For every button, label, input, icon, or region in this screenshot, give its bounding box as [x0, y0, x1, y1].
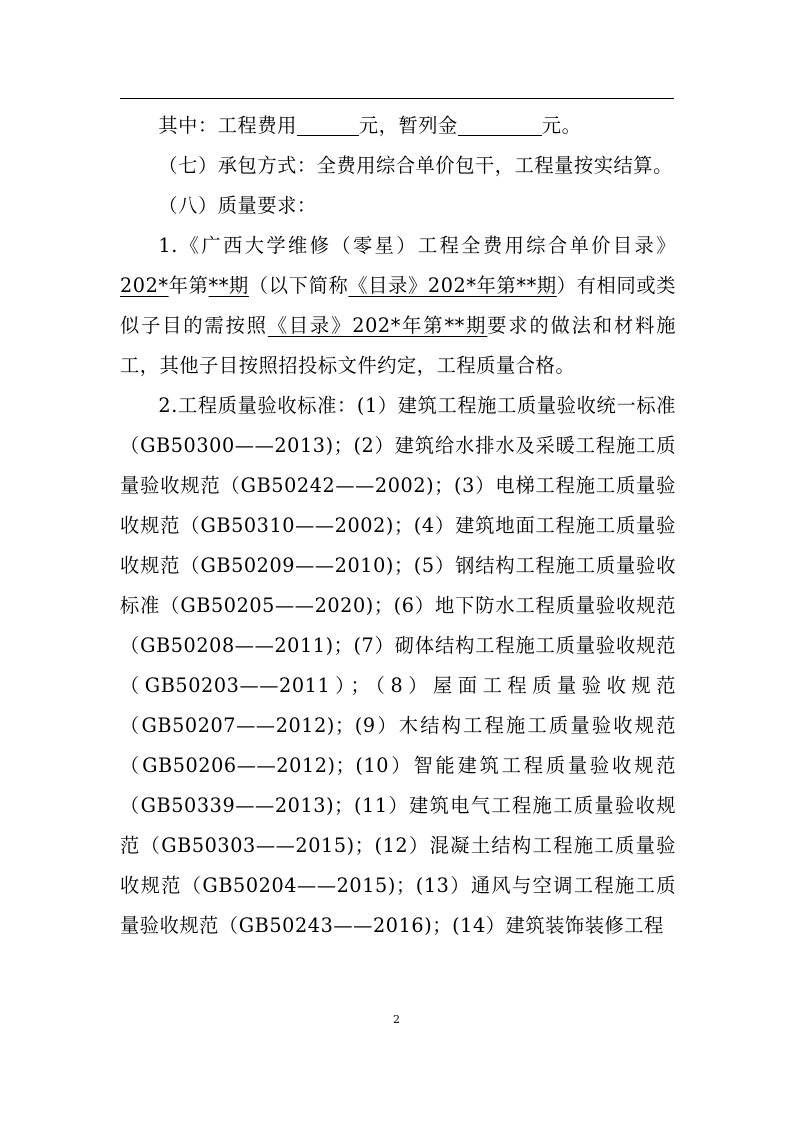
paragraph-quality-item-1	[120, 226, 676, 386]
cost-end: 元。	[541, 114, 582, 137]
reserve-fund-blank	[458, 113, 542, 136]
paragraph-contract-method: （七）承包方式：全费用综合单价包干，工程量按实结算。	[158, 154, 673, 177]
underlined-catalog-ref: 《目录》202*年第**期	[348, 274, 557, 297]
page-number: 2	[393, 1013, 400, 1026]
paragraph-quality-standards: 2.工程质量验收标准：(1）建筑工程施工质量验收统一标准（GB50300——2013)；(2）建筑给水排水及采暖工程施工质量验收规范（GB50242——2002)；(3）电梯工程施工质量验收规范（GB50310——2002)；(4）建筑地面工程施工质量验收规范（GB50209——2010)；(5）钢结构工程施工质量验收标准（GB50205——2020)；(6）地下防水工程质量验收规范（GB50208——2011)；(7）砌体结构工程施工质量验收规范（GB50203——2011）；（8）屋面工程质量验收规范（GB50207——2012)；(9）木结构工程施工质量验收规范（GB50206——2012)；(10）智能建筑工程质量验收规范（GB50339——2013)；(11）建筑电气工程施工质量验收规范（GB50303——2015)；(12）混凝土结构工程施工质量验收规范（GB50204——2015)；(13）通风与空调工程施工质量验收规范（GB50243——2016)；(14）建筑装饰装修工程	[120, 394, 676, 937]
underlined-catalog-ref: 《目录》202*年第**期	[267, 314, 488, 337]
underlined-year: 202*	[120, 274, 169, 297]
reserve-label: 元，暂列金	[358, 114, 458, 137]
text-segment: ）有相同或类似子目的需按照	[120, 274, 677, 337]
header-rule	[120, 98, 674, 99]
paragraph-quality-heading: （八）质量要求：	[158, 194, 317, 217]
text-segment: 年第	[168, 274, 209, 297]
engineering-cost-blank	[297, 113, 359, 136]
document-body	[120, 106, 676, 946]
cost-label: 其中：工程费用	[158, 114, 297, 137]
text-segment: 1.《广西大学维修（零星）工程全费用综合单价目录》	[158, 234, 676, 257]
text-segment: 要求的做法和材料施工，其他子目按照招投标文件约定，工程质量合格。	[120, 314, 676, 377]
text-segment: （以下简称	[248, 274, 349, 297]
underlined-issue: **期	[208, 274, 249, 297]
paragraph-cost	[120, 106, 676, 146]
